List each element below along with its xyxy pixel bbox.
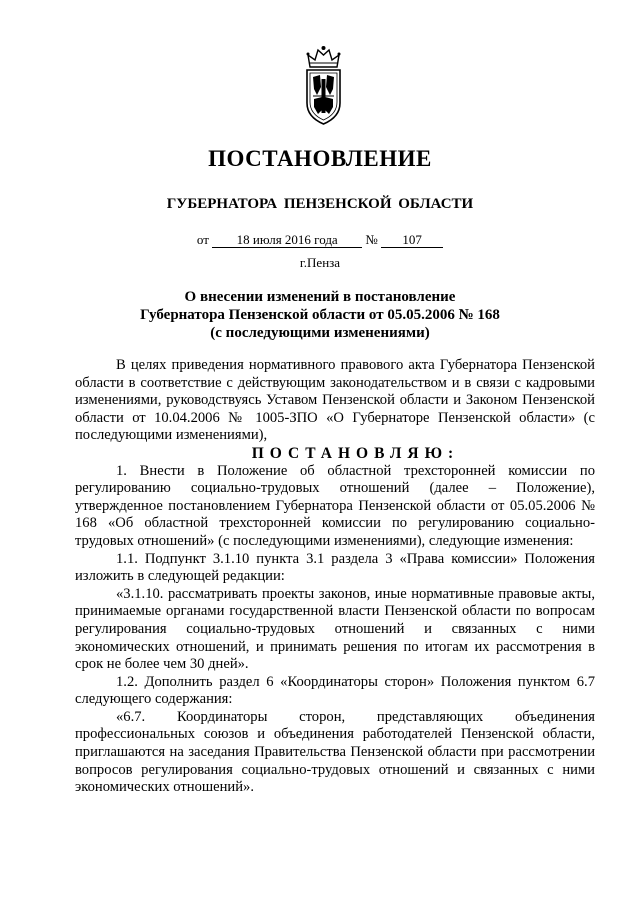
paragraph-1-1: 1.1. Подпункт 3.1.10 пункта 3.1 раздела 3 «Права комиссии» Положения изложить в следующей редакции: bbox=[75, 550, 595, 585]
date-prefix: от bbox=[196, 232, 209, 247]
preamble-paragraph: В целях приведения нормативного правового акта Губернатора Пензенской области в соответствие с действующим законодательством и в связи с кадровыми изменениями, руководствуясь Уставом Пензенской области и Законом Пензенской области от 10.04.2006 № 1005-ЗПО «О Губернаторе Пензенской области» (с последующими изменениями), bbox=[75, 357, 595, 444]
paragraph-1: 1. Внести в Положение об областной трехсторонней комиссии по регулированию социально-трудовых отношений (далее – Положение), утвержденное постановлением Губернатора Пензенской области от 05.05.2006 № 168 «Об областной трехсторонней комиссии по регулированию социально-трудовых отношений» (с последующими изменениями), следующие изменения: bbox=[75, 462, 595, 549]
heading-line-1: О внесении изменений в постановление bbox=[184, 289, 456, 305]
paragraph-1-1-quote: «3.1.10. рассматривать проекты законов, иные нормативные правовые акты, принимаемые органами государственной власти Пензенской области по вопросам регулирования социально-трудовых отношений и связанных с ними экономических отношений, и принимать решения по итогам их рассмотрения в срок не более чем 30 дней». bbox=[75, 585, 595, 673]
heading-line-3: (с последующими изменениями) bbox=[210, 325, 430, 341]
document-date: 18 июля 2016 года bbox=[212, 232, 362, 248]
heading-line-2: Губернатора Пензенской области от 05.05.2006 № 168 bbox=[140, 307, 500, 323]
city: г.Пенза bbox=[299, 255, 341, 270]
document-number: 107 bbox=[381, 232, 443, 248]
paragraph-1-2-quote: «6.7. Координаторы сторон, представляющих объединения профессиональных союзов и объединения работодателей Пензенской области, приглашаются на заседания Правительства Пензенской области при рассмотрении вопросов регулирования социально-трудовых отношений и связанных с ними экономических отношений». bbox=[75, 708, 595, 796]
coat-of-arms-emblem bbox=[300, 43, 347, 128]
document-title: ПОСТАНОВЛЕНИЕ bbox=[208, 146, 432, 171]
document-heading bbox=[0, 288, 640, 342]
date-number-line bbox=[0, 232, 640, 248]
number-prefix: № bbox=[365, 232, 378, 247]
issuer-subtitle: ГУБЕРНАТОРА ПЕНЗЕНСКОЙ ОБЛАСТИ bbox=[166, 196, 474, 212]
decree-word: ПОСТАНОВЛЯЮ: bbox=[251, 444, 460, 462]
document-body bbox=[75, 357, 595, 797]
paragraph-1-2: 1.2. Дополнить раздел 6 «Координаторы сторон» Положения пунктом 6.7 следующего содержания: bbox=[75, 673, 595, 708]
